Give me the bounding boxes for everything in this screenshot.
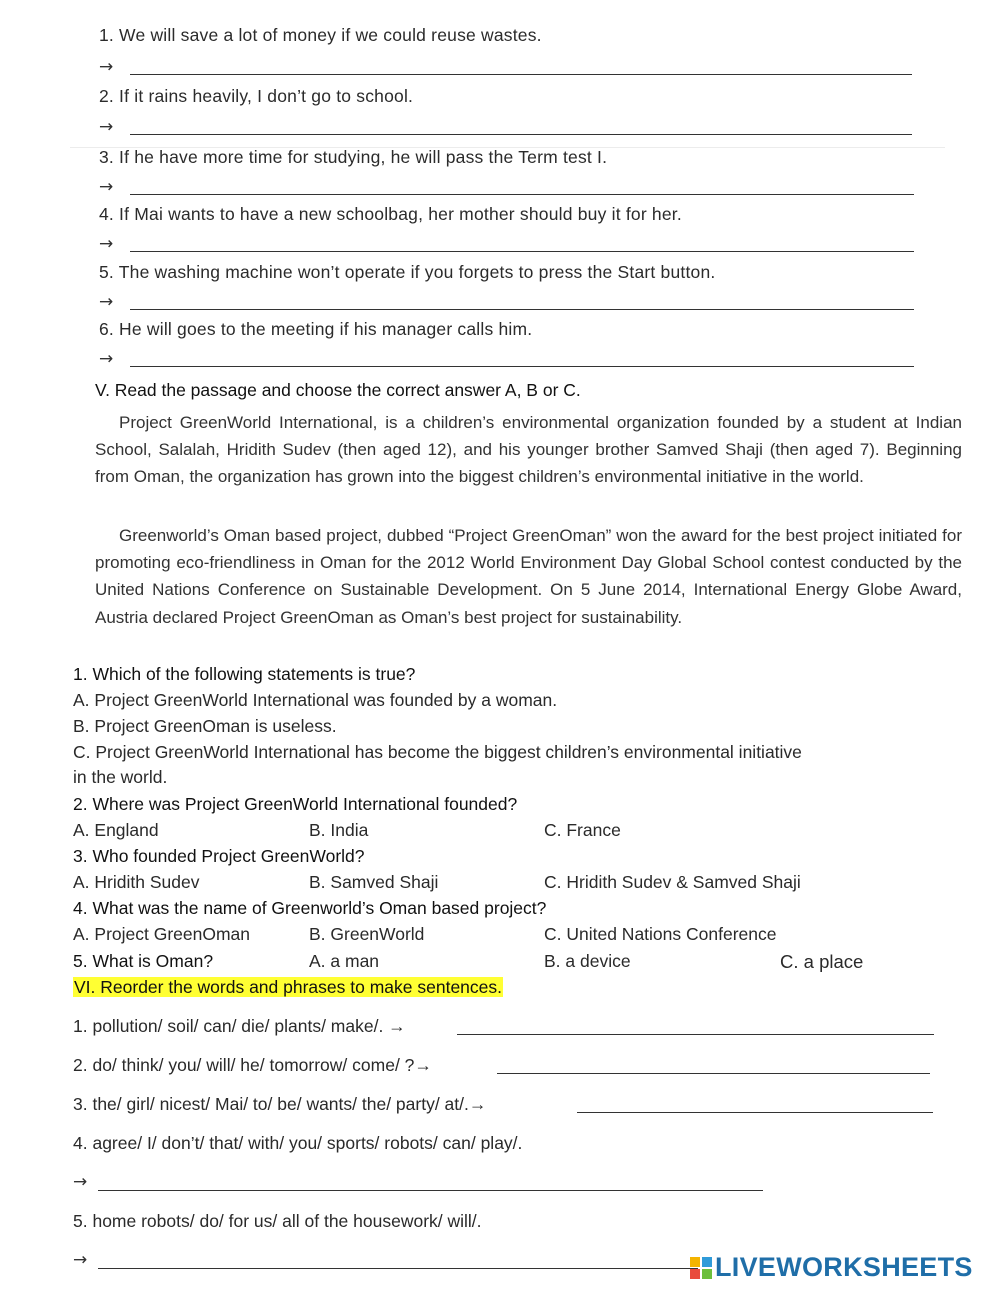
reorder-item-2: 2. do/ think/ you/ will/ he/ tomorrow/ come/ ?→	[73, 1055, 432, 1075]
reorder-answer-line-1[interactable]	[457, 1034, 934, 1035]
option-3b[interactable]: B. Samved Shaji	[309, 872, 439, 892]
question-2: 2. Where was Project GreenWorld International founded?	[73, 794, 518, 814]
passage-paragraph-2	[95, 522, 962, 631]
rewrite-item-5: 5. The washing machine won’t operate if you forgets to press the Start button.	[99, 262, 716, 282]
arrow-icon: →	[73, 1172, 88, 1192]
question-4: 4. What was the name of Greenworld’s Oman based project?	[73, 898, 547, 918]
logo-square-red	[690, 1269, 700, 1279]
section-vi-heading	[73, 977, 503, 998]
option-4a[interactable]: A. Project GreenOman	[73, 924, 251, 944]
option-1a[interactable]: A. Project GreenWorld International was founded by a woman.	[73, 690, 558, 710]
rewrite-item-3: 3. If he have more time for studying, he will pass the Term test I.	[99, 147, 608, 167]
rewrite-item-4: 4. If Mai wants to have a new schoolbag, her mother should buy it for her.	[99, 204, 682, 224]
answer-line-4[interactable]	[130, 251, 914, 252]
arrow-icon: →	[99, 349, 114, 369]
logo-square-yellow	[690, 1257, 700, 1267]
answer-line-5[interactable]	[130, 309, 914, 310]
option-2a[interactable]: A. England	[73, 820, 159, 840]
reorder-item-5: 5. home robots/ do/ for us/ all of the housework/ will/.	[73, 1211, 482, 1231]
question-5: 5. What is Oman?	[73, 951, 214, 971]
arrow-icon: →	[99, 177, 114, 197]
rewrite-item-6: 6. He will goes to the meeting if his manager calls him.	[99, 319, 533, 339]
passage-text-1: Project GreenWorld International, is a children’s environmental organization founded by a student at Indian School, Salalah, Hridith Sudev (then aged 12), and his younger brother Samved Shaji (then aged 7). Beginning from Oman, the organization has grown into the biggest children’s environmental initiative in the world.	[95, 413, 962, 487]
reorder-answer-line-5[interactable]	[98, 1268, 698, 1269]
reorder-item-3: 3. the/ girl/ nicest/ Mai/ to/ be/ wants/ the/ party/ at/.→	[73, 1094, 487, 1114]
question-1: 1. Which of the following statements is true?	[73, 664, 416, 684]
answer-line-2[interactable]	[130, 134, 912, 135]
option-5c[interactable]: C. a place	[780, 951, 864, 972]
option-2b[interactable]: B. India	[309, 820, 369, 840]
option-1c-continued[interactable]: in the world.	[73, 767, 168, 787]
reorder-item-4: 4. agree/ I/ don’t/ that/ with/ you/ sports/ robots/ can/ play/.	[73, 1133, 523, 1153]
reorder-answer-line-2[interactable]	[497, 1073, 930, 1074]
logo-square-green	[702, 1269, 712, 1279]
logo-text: LIVEWORKSHEETS	[715, 1252, 973, 1282]
option-3c[interactable]: C. Hridith Sudev & Samved Shaji	[544, 872, 801, 892]
liveworksheets-logo[interactable]	[690, 1252, 973, 1283]
option-4b[interactable]: B. GreenWorld	[309, 924, 425, 944]
arrow-icon: →	[99, 234, 114, 254]
reorder-answer-line-3[interactable]	[577, 1112, 933, 1113]
reorder-item-1: 1. pollution/ soil/ can/ die/ plants/ make/. →	[73, 1016, 406, 1036]
logo-square-blue	[702, 1257, 712, 1267]
question-3: 3. Who founded Project GreenWorld?	[73, 846, 365, 866]
rewrite-item-2: 2. If it rains heavily, I don’t go to school.	[99, 86, 414, 106]
reorder-answer-line-4[interactable]	[98, 1190, 763, 1191]
option-5b[interactable]: B. a device	[544, 951, 631, 971]
section-vi-heading-text: VI. Reorder the words and phrases to make sentences.	[74, 977, 503, 997]
option-2c[interactable]: C. France	[544, 820, 621, 840]
answer-line-1[interactable]	[130, 74, 912, 75]
option-3a[interactable]: A. Hridith Sudev	[73, 872, 200, 892]
answer-line-3[interactable]	[130, 194, 914, 195]
answer-line-6[interactable]	[130, 366, 914, 367]
option-1c[interactable]: C. Project GreenWorld International has become the biggest children’s environmental initiative	[73, 742, 802, 762]
option-1b[interactable]: B. Project GreenOman is useless.	[73, 716, 337, 736]
logo-grid-icon	[690, 1257, 712, 1279]
rewrite-item-1: 1. We will save a lot of money if we could reuse wastes.	[99, 25, 542, 45]
arrow-icon: →	[73, 1250, 88, 1270]
section-v-heading: V. Read the passage and choose the correct answer A, B or C.	[95, 380, 581, 400]
arrow-icon: →	[99, 57, 114, 77]
arrow-icon: →	[99, 292, 114, 312]
passage-paragraph-1	[95, 409, 962, 491]
arrow-icon: →	[99, 117, 114, 137]
option-4c[interactable]: C. United Nations Conference	[544, 924, 777, 944]
passage-text-2: Greenworld’s Oman based project, dubbed “Project GreenOman” won the award for the best project initiated for promoting eco-friendliness in Oman for the 2012 World Environment Day Global School contest conducted by the United Nations Conference on Sustainable Development. On 5 June 2014, International Energy Globe Award, Austria declared Project GreenOman as Oman’s best project for sustainability.	[95, 526, 962, 627]
option-5a[interactable]: A. a man	[309, 951, 380, 971]
